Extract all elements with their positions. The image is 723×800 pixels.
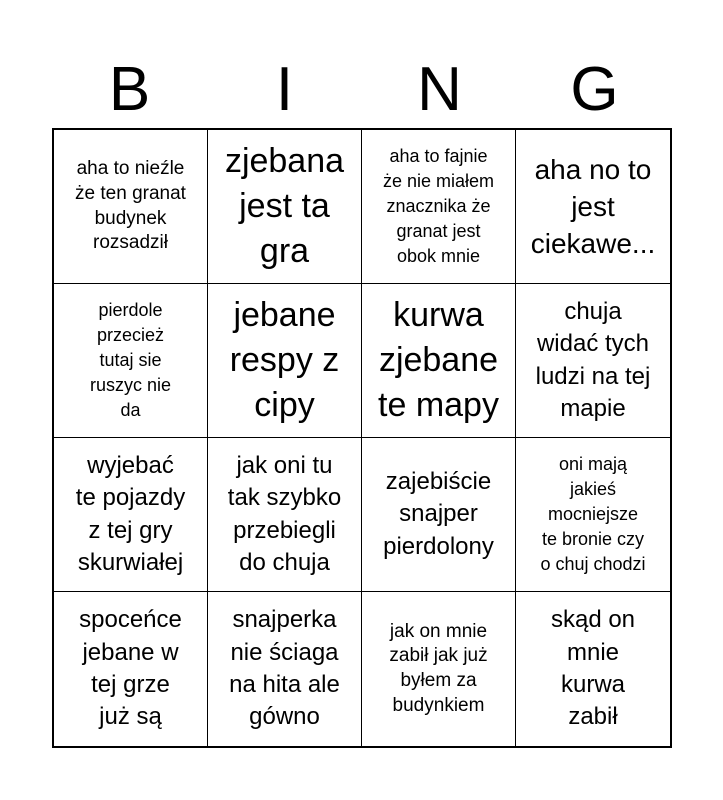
header-letter-b: B: [108, 55, 151, 124]
bingo-cell[interactable]: [362, 438, 516, 592]
bingo-cell[interactable]: [516, 284, 670, 438]
bingo-cell[interactable]: [516, 438, 670, 592]
bingo-cell-text: kurwa zjebane te mapy: [378, 296, 499, 424]
bingo-cell-text: aha to fajnie że nie miałem znacznika że granat jest obok mnie: [382, 146, 495, 266]
bingo-cell[interactable]: [208, 438, 362, 592]
bingo-cell-text: snajperka nie ściaga na hita ale gówno: [229, 606, 340, 731]
bingo-cell-text: skąd on mnie kurwa zabił: [550, 606, 636, 731]
bingo-cell-text: aha to nieźle że ten granat budynek rozsadził: [75, 158, 186, 254]
header-letter-n: N: [417, 55, 462, 124]
bingo-header: [52, 52, 672, 128]
bingo-cell[interactable]: [208, 592, 362, 746]
bingo-grid: [52, 128, 672, 748]
bingo-cell[interactable]: [516, 592, 670, 746]
bingo-cell[interactable]: [362, 592, 516, 746]
bingo-cell[interactable]: [54, 130, 208, 284]
bingo-cell-text: aha no to jest ciekawe...: [530, 153, 656, 260]
bingo-cell[interactable]: [208, 130, 362, 284]
bingo-cell[interactable]: [54, 592, 208, 746]
bingo-cell-text: pierdole przecież tutaj sie ruszyc nie da: [89, 300, 172, 420]
bingo-cell-text: zajebiście snajper pierdolony: [383, 467, 494, 560]
bingo-cell[interactable]: [362, 130, 516, 284]
bingo-cell-text: oni mają jakieś mocniejsze te bronie czy o chuj chodzi: [540, 454, 646, 574]
bingo-cell-text: jak oni tu tak szybko przebiegli do chuja: [227, 451, 342, 576]
bingo-cell-text: jak on mnie zabił jak już byłem za budynkiem: [389, 620, 488, 716]
bingo-cell-text: chuja widać tych ludzi na tej mapie: [535, 297, 651, 422]
header-letter-g: G: [570, 55, 619, 124]
bingo-cell-text: spoceńce jebane w tej grze już są: [79, 606, 182, 731]
bingo-cell[interactable]: [54, 438, 208, 592]
bingo-cell[interactable]: [516, 130, 670, 284]
bingo-cell[interactable]: [362, 284, 516, 438]
bingo-cell[interactable]: [54, 284, 208, 438]
bingo-cell-text: jebane respy z cipy: [229, 296, 340, 424]
header-letter-i: I: [275, 55, 294, 124]
bingo-cell-text: zjebana jest ta gra: [224, 142, 345, 270]
bingo-cell[interactable]: [208, 284, 362, 438]
bingo-cell-text: wyjebać te pojazdy z tej gry skurwiałej: [75, 451, 186, 576]
